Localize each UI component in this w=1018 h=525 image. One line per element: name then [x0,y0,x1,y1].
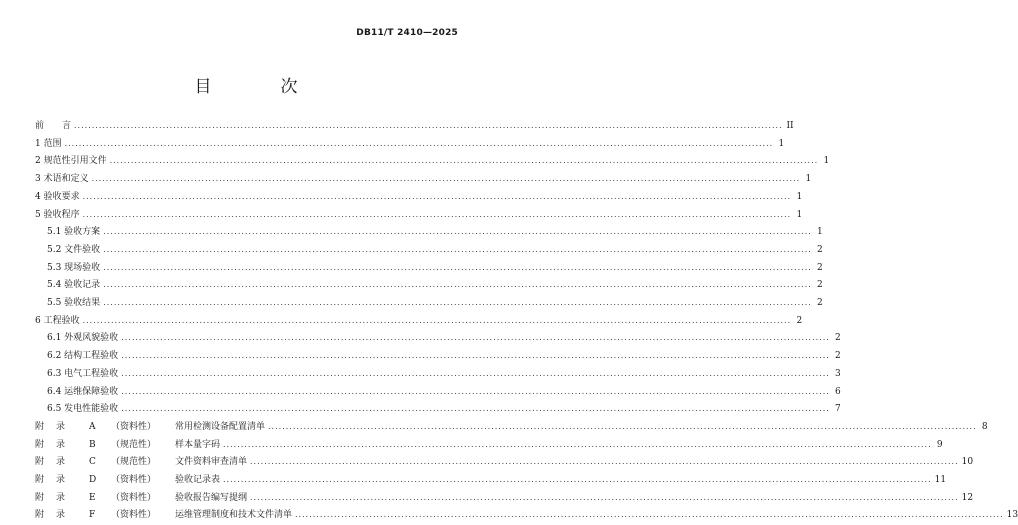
appendix-letter: E [89,492,96,503]
leader-dots: ........................................................................................................................................................................................................ [103,262,812,272]
appendix-page: 9 [936,439,943,450]
appendix-entry[interactable] [35,454,974,468]
appendix-word: 附录 [35,457,78,468]
toc-entry-label: 6.4 运维保障验收 [47,386,119,397]
appendix-title: 样本量字码 [175,439,221,450]
leader-dots: ........................................................................................................................................................................................................ [103,227,812,237]
leader-dots: ........................................................................................................................................................................................................ [82,315,792,325]
appendix-page: 12 [961,492,974,503]
toc-entry[interactable] [35,295,823,309]
leader-dots: ........................................................................................................................................................................................................ [250,457,959,467]
appendix-label [35,492,247,504]
toc-entry-page: 6 [835,386,841,397]
appendix-word: 附录 [35,475,78,485]
appendix-type: （规范性） [111,457,157,468]
toc-entry-label: 3 术语和定义 [35,174,89,185]
toc-entry-page: 2 [835,351,841,362]
appendix-page: 11 [934,475,947,485]
toc-entry[interactable] [35,401,841,415]
toc-entry-page: II [786,121,794,131]
appendix-title: 运维管理制度和技术文件清单 [175,510,293,521]
toc-entry-page: 2 [817,244,823,255]
toc-entry[interactable] [35,260,823,274]
leader-dots: ........................................................................................................................................................................................................ [121,368,830,378]
leader-dots: ........................................................................................................................................................................................................ [74,121,783,130]
toc-entry-label: 6 工程验收 [35,315,80,326]
leader-dots: ........................................................................................................................................................................................................ [91,174,801,184]
toc-entry[interactable] [35,171,812,185]
toc-entry[interactable] [35,330,841,344]
appendix-word: 附录 [35,510,78,521]
leader-dots: ........................................................................................................................................................................................................ [223,475,932,484]
toc-entry-label: 5.5 验收结果 [47,298,101,308]
toc-entry-page: 2 [817,280,823,291]
appendix-label [35,456,247,468]
appendix-label [35,421,265,433]
toc-entry[interactable] [35,366,841,380]
toc-entry-label: 5.1 验收方案 [47,227,101,238]
appendix-entry[interactable] [35,437,943,451]
appendix-type: （资料性） [111,421,157,432]
appendix-letter: A [89,421,96,432]
toc-entry-label: 4 验收要求 [35,191,80,202]
toc-entry-page: 1 [805,174,812,185]
toc-entry-label: 5 验收程序 [35,209,80,220]
toc-entry-page: 1 [817,227,823,238]
appendix-label [35,439,220,451]
appendix-page: 13 [1006,510,1018,521]
appendix-word: 附录 [35,439,78,450]
appendix-entry[interactable] [35,490,974,504]
leader-dots: ........................................................................................................................................................................................................ [268,421,977,431]
appendix-label [35,509,292,521]
leader-dots: ........................................................................................................................................................................................................ [109,156,819,166]
toc-entry[interactable] [35,384,841,398]
appendix-entry[interactable] [35,507,1018,521]
toc-entry[interactable] [35,348,841,362]
toc-entry-label: 前 言 [35,121,72,131]
toc-entry-page: 1 [796,191,803,202]
toc-entry-label: 6.1 外观风貌验收 [47,333,119,344]
toc-entry-page: 1 [796,209,803,220]
toc-entry-page: 2 [817,298,823,308]
toc-entry[interactable] [35,242,823,256]
toc-entry[interactable] [35,313,803,327]
toc-entry[interactable] [35,118,794,132]
toc-entry[interactable] [35,207,803,221]
appendix-entry[interactable] [35,419,988,433]
toc-entry-page: 7 [835,404,841,415]
toc-entry-label: 6.2 结构工程验收 [47,351,119,362]
leader-dots: ........................................................................................................................................................................................................ [103,244,812,254]
toc-entry[interactable] [35,153,830,167]
leader-dots: ........................................................................................................................................................................................................ [64,138,774,148]
leader-dots: ........................................................................................................................................................................................................ [295,510,1004,520]
toc-entry[interactable] [35,189,803,203]
appendix-entry[interactable] [35,472,947,486]
leader-dots: ........................................................................................................................................................................................................ [121,351,830,361]
leader-dots: ........................................................................................................................................................................................................ [121,404,830,414]
appendix-title: 验收记录表 [175,475,221,485]
leader-dots: ........................................................................................................................................................................................................ [82,191,792,201]
toc-entry-page: 2 [835,333,841,344]
appendix-type: （资料性） [111,492,157,503]
appendix-letter: D [89,475,97,485]
appendix-title: 验收报告编写提纲 [175,492,248,503]
toc-entry-page: 3 [835,368,841,379]
toc-entry-label: 6.3 电气工程验收 [47,368,119,379]
appendix-letter: C [89,457,96,468]
appendix-title: 文件资料审查清单 [175,457,248,468]
appendix-label [35,474,220,486]
toc-entry-page: 1 [823,156,830,167]
leader-dots: ........................................................................................................................................................................................................ [121,333,830,343]
toc-entry[interactable] [35,224,823,238]
appendix-type: （规范性） [111,439,157,450]
leader-dots: ........................................................................................................................................................................................................ [223,439,932,449]
appendix-letter: B [89,439,96,450]
toc-entry-label: 5.2 文件验收 [47,244,101,255]
toc-entry-page: 2 [817,262,823,273]
leader-dots: ........................................................................................................................................................................................................ [103,280,812,290]
leader-dots: ........................................................................................................................................................................................................ [103,298,812,307]
toc-entry-label: 6.5 发电性能验收 [47,404,119,415]
appendix-letter: F [89,510,96,521]
appendix-type: （资料性） [111,510,157,521]
appendix-page: 10 [961,457,974,468]
page-title: 目 次 [194,77,324,97]
standard-code: DB11/T 2410—2025 [356,28,458,38]
appendix-word: 附录 [35,421,78,432]
toc-entry-page: 1 [778,138,785,149]
toc-entry-label: 2 规范性引用文件 [35,156,107,167]
toc-entry[interactable] [35,277,823,291]
leader-dots: ........................................................................................................................................................................................................ [121,386,830,396]
appendix-type: （资料性） [111,475,157,485]
toc-entry-label: 5.3 现场验收 [47,262,101,273]
appendix-page: 8 [981,421,988,432]
appendix-word: 附录 [35,492,78,503]
toc-entry-page: 2 [796,315,803,326]
appendix-title: 常用检测设备配置清单 [175,421,266,432]
toc-entry[interactable] [35,136,785,150]
toc-entry-label: 1 范围 [35,138,62,149]
leader-dots: ........................................................................................................................................................................................................ [82,209,792,219]
toc-entry-label: 5.4 验收记录 [47,280,101,291]
leader-dots: ........................................................................................................................................................................................................ [250,492,959,502]
